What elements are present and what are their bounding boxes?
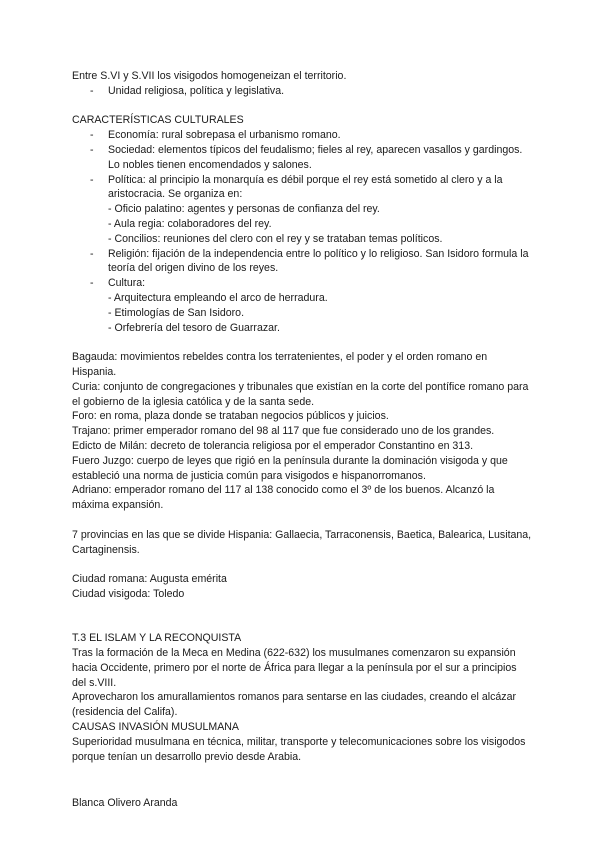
bullet-dash: - bbox=[90, 129, 94, 142]
visigoth-city: Ciudad visigoda: Toledo bbox=[72, 587, 185, 600]
glossary-entry: Trajano: primer emperador romano del 98 al 117 que fue considerado uno de los grandes. bbox=[72, 425, 495, 438]
cultural-item-text: Religión: fijación de la independencia entre lo político y lo religioso. San Isidoro formula la teoría del origen divino de los reyes. bbox=[108, 247, 529, 275]
t3-heading: T.3 EL ISLAM Y LA RECONQUISTA bbox=[72, 632, 242, 645]
cultural-subitem: - Concilios: reuniones del clero con el rey y se trataban temas políticos. bbox=[108, 232, 443, 245]
glossary-entry: Curia: conjunto de congregaciones y tribunales que existían en la corte del pontífice romano para el gobierno de la iglesia católica y de la santa sede. bbox=[72, 380, 529, 408]
roman-city: Ciudad romana: Augusta emérita bbox=[72, 573, 227, 586]
cultural-item-text: Política: al principio la monarquía es débil porque el rey está sometido al clero y a la aristocracia. Se organiza en: bbox=[108, 173, 503, 201]
glossary-entry: Foro: en roma, plaza donde se trataban negocios públicos y juicios. bbox=[72, 410, 389, 423]
cultural-subitem: - Oficio palatino: agentes y personas de confianza del rey. bbox=[108, 203, 380, 216]
t3-paragraph-3: Superioridad musulmana en técnica, militar, transporte y telecomunicaciones sobre los visigodos porque tenían un desarrollo previo desde Arabia. bbox=[72, 735, 526, 763]
cultural-subitem: - Arquitectura empleando el arco de herradura. bbox=[108, 291, 328, 304]
author-footer: Blanca Olivero Aranda bbox=[72, 797, 178, 809]
intro-line: Entre S.VI y S.VII los visigodos homogeneizan el territorio. bbox=[72, 70, 347, 82]
intro-bullet bbox=[72, 84, 532, 99]
cultural-item bbox=[72, 247, 532, 277]
bullet-text: Unidad religiosa, política y legislativa. bbox=[108, 84, 285, 97]
cultural-subitem: - Etimologías de San Isidoro. bbox=[108, 306, 245, 319]
cultural-heading: CARACTERÍSTICAS CULTURALES bbox=[72, 114, 244, 127]
glossary-entry: Edicto de Milán: decreto de tolerancia religiosa por el emperador Constantino en 313. bbox=[72, 439, 474, 452]
glossary bbox=[72, 350, 532, 513]
document-page bbox=[72, 69, 532, 764]
cultural-item-text: Sociedad: elementos típicos del feudalismo; fieles al rey, aparecen vasallos y gardingos. Lo nobles tienen encomendados y salones. bbox=[108, 143, 523, 171]
cultural-item-text: Cultura: bbox=[108, 277, 146, 290]
cultural-item-text: Economía: rural sobrepasa el urbanismo romano. bbox=[108, 129, 341, 142]
bullet-dash: - bbox=[90, 277, 94, 290]
causes-heading: CAUSAS INVASIÓN MUSULMANA bbox=[72, 721, 239, 734]
cultural-list bbox=[72, 128, 532, 335]
bullet-dash: - bbox=[90, 247, 94, 260]
cultural-item bbox=[72, 128, 532, 143]
glossary-entry: Adriano: emperador romano del 117 al 138 conocido como el 3º de los buenos. Alcanzó la máxima expansión. bbox=[72, 484, 495, 512]
bullet-dash: - bbox=[90, 173, 94, 186]
glossary-entry: Fuero Juzgo: cuerpo de leyes que rigió en la península durante la dominación visigoda y que estableció una norma de justicia común para visigodos e hispanorromanos. bbox=[72, 454, 508, 482]
cultural-item bbox=[72, 143, 532, 173]
provinces-paragraph: 7 provincias en las que se divide Hispania: Gallaecia, Tarraconensis, Baetica, Balearica, Lusitana, Cartaginensis. bbox=[72, 528, 532, 556]
bullet-dash: - bbox=[90, 143, 94, 156]
cultural-item bbox=[72, 173, 532, 247]
cultural-item bbox=[72, 276, 532, 335]
t3-paragraph-2: Aprovecharon los amurallamientos romanos para sentarse en las ciudades, creando el alcázar (residencia del Califa). bbox=[72, 691, 517, 719]
bullet-dash: - bbox=[90, 84, 94, 97]
glossary-entry: Bagauda: movimientos rebeldes contra los terratenientes, el poder y el orden romano en Hispania. bbox=[72, 351, 488, 378]
cultural-subitem: - Aula regia: colaboradores del rey. bbox=[108, 217, 272, 230]
cultural-subitem: - Orfebrería del tesoro de Guarrazar. bbox=[108, 321, 280, 334]
t3-paragraph-1: Tras la formación de la Meca en Medina (622-632) los musulmanes comenzaron su expansión hacia Occidente, primero por el norte de África para llegar a la península por el sur a principios del s.VIII. bbox=[72, 647, 517, 689]
